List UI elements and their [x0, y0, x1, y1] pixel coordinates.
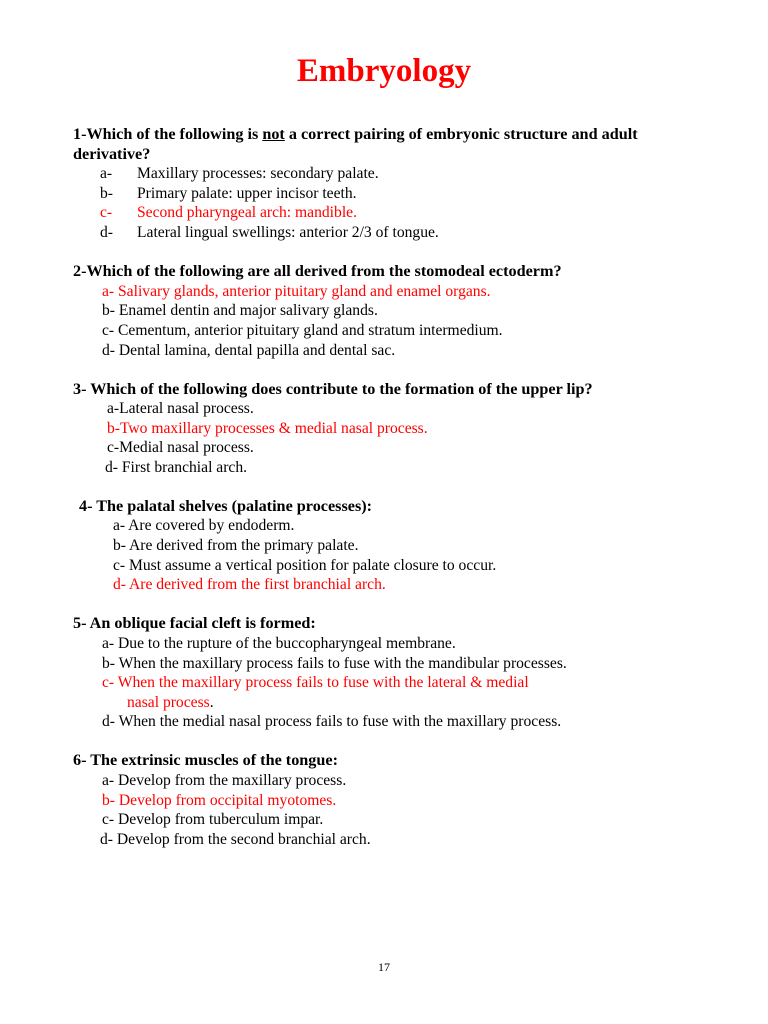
option-letter: a-	[100, 165, 113, 182]
q6-option-b-correct: b- Develop from occipital myotomes.	[102, 792, 337, 809]
q1-stem-part: 1-Which of the following is	[73, 125, 263, 143]
q5-option-c-continued	[127, 693, 214, 713]
q5-option-c-correct: c- When the maxillary process fails to fuse with the lateral & medial	[102, 674, 529, 691]
q1-stem-underlined: not	[262, 125, 285, 143]
q6-option-a: a- Develop from the maxillary process.	[102, 772, 347, 789]
question-1-stem-line2: derivative?	[73, 145, 151, 163]
q2-option-b: b- Enamel dentin and major salivary glands.	[102, 302, 378, 319]
q1-option-d	[100, 223, 439, 243]
option-text: nasal process	[127, 694, 210, 711]
q3-option-d: d- First branchial arch.	[105, 459, 248, 476]
option-letter: d-	[100, 224, 113, 241]
q1-stem-part: a correct pairing of embryonic structure and adult	[284, 125, 638, 143]
q1-option-b	[100, 184, 357, 204]
question-6-stem: 6- The extrinsic muscles of the tongue:	[73, 751, 338, 769]
question-1-stem	[73, 125, 638, 145]
q3-option-c: c-Medial nasal process.	[107, 439, 254, 456]
question-4-stem: 4- The palatal shelves (palatine processes):	[79, 497, 373, 515]
q4-option-c: c- Must assume a vertical position for palate closure to occur.	[113, 557, 497, 574]
q4-option-b: b- Are derived from the primary palate.	[113, 537, 359, 554]
option-text: Lateral lingual swellings: anterior 2/3 of tongue.	[137, 224, 439, 241]
option-text: Maxillary processes: secondary palate.	[137, 165, 379, 182]
option-text: Second pharyngeal arch: mandible.	[137, 204, 357, 221]
option-text: Primary palate: upper incisor teeth.	[137, 185, 357, 202]
q6-option-c: c- Develop from tuberculum impar.	[102, 811, 324, 828]
q3-option-a: a-Lateral nasal process.	[107, 400, 254, 417]
q3-option-b-correct: b-Two maxillary processes & medial nasal process.	[107, 420, 428, 437]
q4-option-a: a- Are covered by endoderm.	[113, 517, 295, 534]
q1-option-a	[100, 164, 379, 184]
option-letter: b-	[100, 185, 113, 202]
question-3-stem: 3- Which of the following does contribute to the formation of the upper lip?	[73, 380, 593, 398]
q4-option-d-correct: d- Are derived from the first branchial arch.	[113, 576, 386, 593]
q5-option-b: b- When the maxillary process fails to fuse with the mandibular processes.	[102, 655, 567, 672]
q2-option-d: d- Dental lamina, dental papilla and dental sac.	[102, 342, 396, 359]
page-title: Embryology	[296, 53, 472, 89]
q2-option-a-correct: a- Salivary glands, anterior pituitary gland and enamel organs.	[102, 283, 491, 300]
question-5-stem: 5- An oblique facial cleft is formed:	[73, 614, 316, 632]
question-2-stem: 2-Which of the following are all derived from the stomodeal ectoderm?	[73, 262, 562, 280]
q5-option-a: a- Due to the rupture of the buccopharyngeal membrane.	[102, 635, 456, 652]
page-number: 17	[378, 960, 390, 974]
q2-option-c: c- Cementum, anterior pituitary gland and stratum intermedium.	[102, 322, 503, 339]
option-letter: c-	[100, 204, 113, 221]
q6-option-d: d- Develop from the second branchial arch.	[100, 831, 371, 848]
q5-option-d: d- When the medial nasal process fails to fuse with the maxillary process.	[102, 713, 562, 730]
q1-option-c-correct	[100, 203, 357, 223]
option-text: .	[209, 694, 214, 711]
